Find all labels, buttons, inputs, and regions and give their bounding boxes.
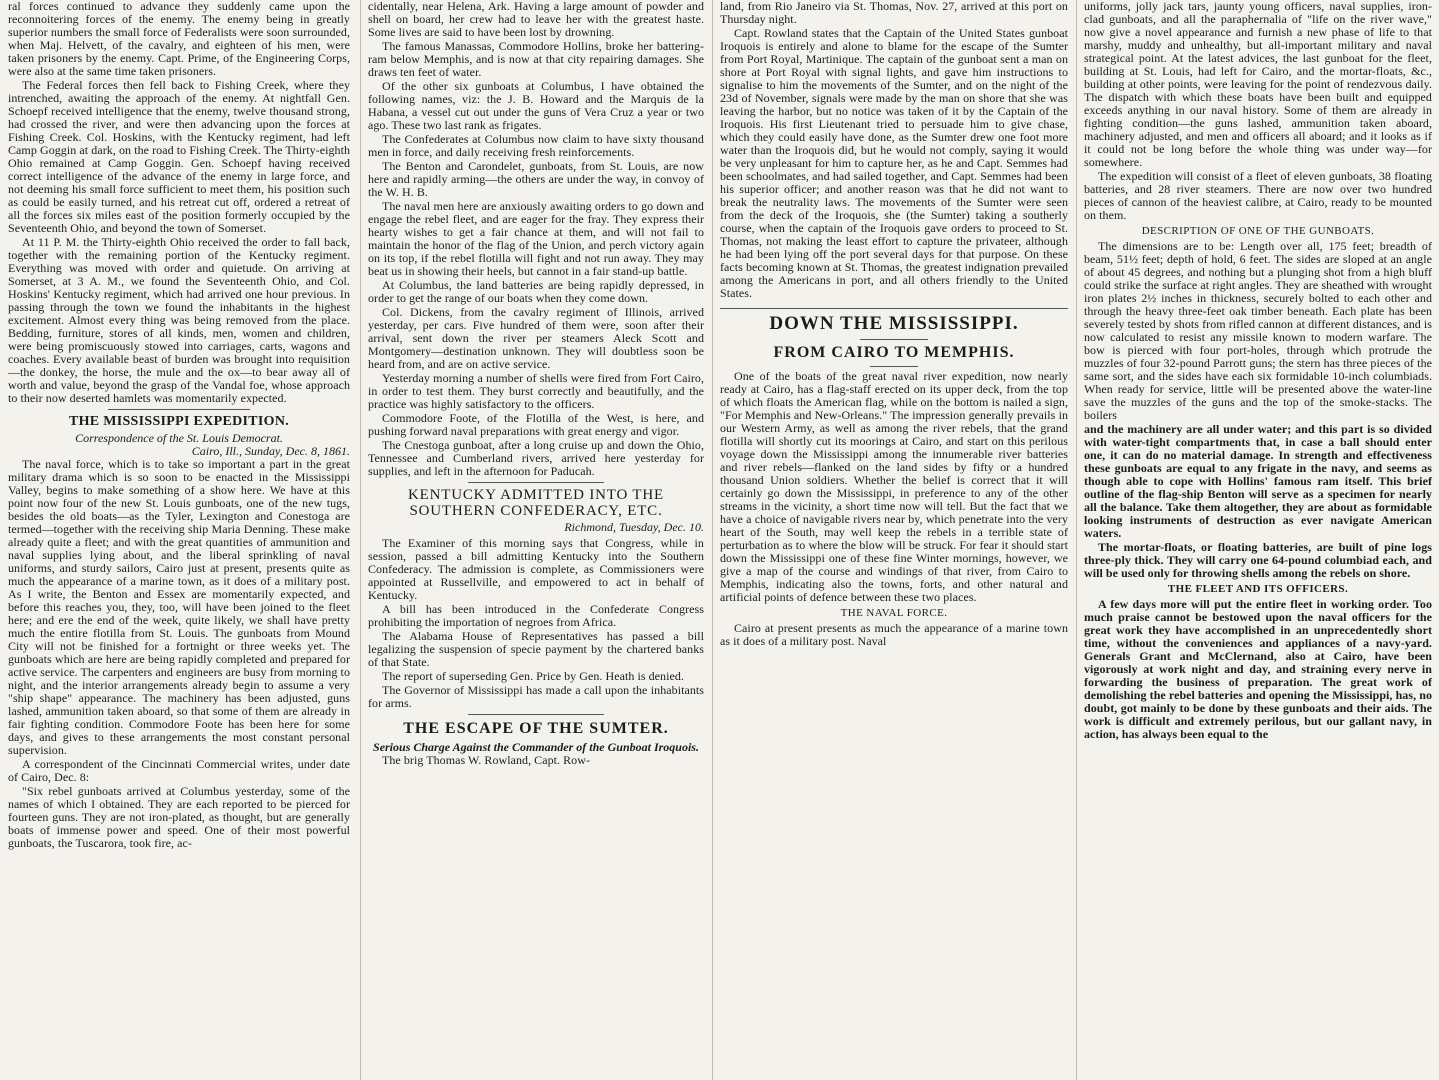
paragraph: "Six rebel gunboats arrived at Columbus yesterday, some of the names of which I obtained. They are each reported to be pierced for fourteen guns. They are not iron-plated, as thought, but are generally boats of immense power and speed. One of their most powerful gunboats, the Tuscarora, took fire, ac- [8,784,350,850]
col4-mid-paras [1084,240,1432,422]
paragraph: Cairo at present presents as much the appearance of a marine town as it does of a military post. Naval [720,621,1068,648]
paragraph: The Alabama House of Representatives has passed a bill legalizing the suspension of specie payment by the chartered banks of that State. [368,629,704,669]
paragraph: One of the boats of the great naval river expedition, now nearly ready at Cairo, has a flag-staff erected on its upper deck, from the top of which floats the American flag, while on the bottom is nailed a sign, "For Memphis and New-Orleans." The impression generally prevails in our Western Army, as well as among the river rebels, that the grand flotilla will shortly cut its moorings at Cairo, and start on this perilous voyage down the Mississippi among the innumerable river batteries and river rebels—flanked on the land sides by fifty or a hundred thousand Union soldiers. Whether the belief is correct that it will certainly go down the Mississippi, in preference to any of the other streams in the vicinity, a short time now will tell. But the fact that we have a choice of navigable rivers near by, which penetrate into the very heart of the South, may well keep the rebels in a terrible state of perturbation as to where the blow will be struck. For fear it should start down the Mississippi one of these fine Winter mornings, however, we give a map of the course and windings of that river, from Cairo to Memphis, indicating also the towns, forts, and other natural and artificial points of defence between these two places. [720,369,1068,604]
paragraph: A correspondent of the Cincinnati Commercial writes, under date of Cairo, Dec. 8: [8,757,350,784]
paragraph: A few days more will put the entire fleet in working order. Too much praise cannot be bestowed upon the naval officers for the great work they have accomplished in an unprecedentedly short time, without the conveniences and appliances of a navy-yard. Generals Grant and McClernand, also at Cairo, have been vigorously at work night and day, and straining every nerve in forwarding the business of preparation. The great work of demolishing the rebel batteries and opening the Mississippi, has, no doubt, got mainly to be done by these gunboats and their aids. The work is difficult and extremely perilous, but our gallant navy, in action, has always been equal to the [1084,597,1432,741]
paragraph: A bill has been introduced in the Confederate Congress prohibiting the importation of negroes from Africa. [368,602,704,629]
paragraph: Of the other six gunboats at Columbus, I have obtained the following names, viz: the J. B. Howard and the Marquis de la Habana, a vessel cut out under the guns of Vera Cruz a year or two ago. These two last rank as frigates. [368,79,704,132]
paragraph: The Examiner of this morning says that Congress, while in session, passed a bill admitting Kentucky into the Southern Confederacy. The admission is complete, as Commissioners were appointed at Russellville, and empowered to act in behalf of Kentucky. [368,536,704,602]
paragraph: ral forces continued to advance they suddenly came upon the reconnoitering forces of the enemy. The enemy being in greatly superior numbers the small force of Federalists were soon surrounded, when Maj. Helvett, of the cavalry, and eighteen of his men, were taken prisoners by the enemy. Capt. Prime, of the Engineering Corps, were also at the same time taken prisoners. [8,0,350,78]
column-4 [1080,0,1436,1080]
headline-down-mississippi: DOWN THE MISSISSIPPI. [769,313,1019,334]
paragraph: The naval force, which is to take so important a part in the great military drama which is so soon to be enacted in the Mississippi Valley, begins to make something of a show here. We have at this point now four of the new St. Louis gunboats, one of the new tugs, besides the old boats—as the Tyler, Lexington and Conestoga are termed—together with the receiving ship Maria Denning. These make already quite a fleet; and with the great quantities of ammunition and naval supplies lying about, and the liberal sprinkling of naval uniforms, and sturdy sailors, Cairo just at present, presents quite as much the appearance of a marine town, as it does of a military post. As I write, the Benton and Essex are momentarily expected, and before this reaches you, they, too, will have been joined to the fleet here; and ere the end of the week, quite likely, we shall have pretty much the entire flotilla from St. Louis. The gunboats from Mound City will not be finished for a fortnight or three weeks yet. The gunboats which are here are being rapidly completed and prepared for active service. The carpenters and engineers are busy from morning to night, and the interior arrangements already begin to assume a very "ship shape" appearance. The machinery has been adjusted, guns lashed, ammunition taken aboard, so that some of them are already in fair fighting condition. Commodore Foote has been here for some days, and gives to these arrangements the most constant personal supervision. [8,457,350,757]
paragraph: At 11 P. M. the Thirty-eighth Ohio received the order to fall back, together with the remaining portion of the Kentucky regiment. Everything was moved with order and quietude. On arriving at Somerset, at 3 A. M., we found the Seventeenth Ohio, and Col. Hoskins' Kentucky regiment, which had arrived one hour previous. In passing through the town we found the inhabitants in the highest excitement. Almost every thing was being removed from the place. Bedding, furniture, stores of all kinds, men, women and children, were being promiscuously stowed into carriages, carts, wagons and coaches. Every available beast of burden was brought into requisition—the donkey, the horse, the mule and the ox—to bear away all of worth and value, beyond the grasp of the Vandal foe, whose approach to their now deserted hamlets was momentarily expected. [8,235,350,405]
paragraph: The Benton and Carondelet, gunboats, from St. Louis, are now here and rapidly arming—the others are under the way, in convoy of the W. H. B. [368,159,704,199]
headline-mississippi-expedition: THE MISSISSIPPI EXPEDITION. [68,414,290,429]
paragraph: Capt. Rowland states that the Captain of the United States gunboat Iroquois is entirely and alone to blame for the escape of the Sumter from Port Royal, Martinique. The captain of the gunboat sent a man on shore at Port Royal with signal lights, and gave him instructions to signalise to him the movements of the Sumter, and on the night of the 23d of November, signals were made by the man on shore that she was leaving the harbor, but no notice was taken of it by the Captain of the Iroquois. His first Lieutenant tried to persuade him to give chase, which they could easily have done, as the Sumter drew one foot more water than the Iroquois did, but he would not comply, saying it would be very unpleasant for him to capture her, as he and Capt. Semmes had been schoolmates, and had sailed together, and Capt. Semmes had been his superior officer; and another reason was that he did not want to break the neutrality laws. The movements of the Sumter were seen from the deck of the Iroquois, she (the Sumter) taking a southerly course, when the captain of the Iroquois gave orders to proceed to St. Thomas, not making the least effort to capture the privateer, although he had been lying off the port several days for that purpose. On these facts becoming known at St. Thomas, the greatest indignation prevailed among the Americans in port, and all others friendly to the United States. [720,26,1068,300]
section-head-fleet-officers: THE FLEET AND ITS OFFICERS. [1167,583,1349,595]
col4-top-paras [1084,0,1432,222]
column-3 [716,0,1072,1080]
dateline: Cairo, Ill., Sunday, Dec. 8, 1861. [191,444,350,458]
paragraph: The Confederates at Columbus now claim to have sixty thousand men in force, and daily receiving fresh reinforcements. [368,132,704,159]
paragraph: The expedition will consist of a fleet of eleven gunboats, 38 floating batteries, and 28 river steamers. There are now over two hundred pieces of cannon of the heaviest calibre, at Cairo, ready to be mounted on them. [1084,169,1432,222]
col2-mid-paras [368,537,704,710]
section-head-description: DESCRIPTION OF ONE OF THE GUNBOATS. [1141,225,1375,237]
divider [860,339,928,340]
column-1 [4,0,354,1080]
paragraph: cidentally, near Helena, Ark. Having a large amount of powder and shell on board, her crew had to leave her with the greatest haste. Some lives are said to have been lost by drowning. [368,0,704,39]
headline-cairo-memphis: FROM CAIRO TO MEMPHIS. [773,344,1015,361]
col4-last-paras [1084,598,1432,741]
paragraph: Col. Dickens, from the cavalry regiment of Illinois, arrived yesterday, per cars. Five hundred of them were, soon after their arrival, sent down the river per steamers Aleck Scott and Montgomery—destination unknown. They will doubtless soon be heard from, and are on active service. [368,305,704,371]
col4-bottom-paras [1084,423,1432,580]
column-divider [1076,0,1077,1080]
paragraph: The Cnestoga gunboat, after a long cruise up and down the Ohio, Tennessee and Cumberland rivers, arrived here yesterday for supplies, and left in the afternoon for Paducah. [368,438,704,478]
col3-paras2 [720,370,1068,604]
paragraph: Commodore Foote, of the Flotilla of the West, is here, and pushing forward naval preparations with great energy and vigor. [368,411,704,438]
paragraph: At Columbus, the land batteries are being rapidly depressed, in order to get the range of our boats when they come down. [368,278,704,305]
divider [468,714,604,715]
paragraph: The brig Thomas W. Rowland, Capt. Row- [382,753,590,767]
divider [720,308,1068,309]
dateline: Richmond, Tuesday, Dec. 10. [564,520,704,534]
subheadline: Serious Charge Against the Commander of the Gunboat Iroquois. [373,740,699,754]
paragraph: uniforms, jolly jack tars, jaunty young officers, naval supplies, iron-clad gunboats, and all the paraphernalia of "life on the river wave," now give a novel appearance and furnish a new phase of life to that marshy, muddy and unhealthy, but all-important military and naval strategical point. At the latest advices, the last gunboat for the fleet, building at St. Louis, had left for Cairo, and the mortar-floats, &c., building at other points, were leaving for the point of rendezvous daily. The dispatch with which these boats have been built and equipped exceeds anything in our naval history. Some of them are already in fighting condition—the guns lashed, ammunition taken aboard, machinery adjusted, and men and officers all aboard; and it looks as if it could not be long before the whole thing was under way—for somewhere. [1084,0,1432,169]
paragraph: The Federal forces then fell back to Fishing Creek, where they intrenched, awaiting the approach of the enemy. At nightfall Gen. Schoepf received intelligence that the enemy, twelve thousand strong, had crossed the river, and were then advancing upon the forces at Fishing Creek. Col. Hoskins, with the Kentucky regiment, had left Camp Goggin at dark, on the road to Fishing Creek. The Thirty-eighth Ohio remained at Camp Goggin. Gen. Schoepf having received correct intelligence of the advance of the enemy in large force, and not deeming his small force sufficient to meet them, his position such as could be easily turned, and his retreat cut off, ordered a retreat of all the forces six miles east of the position formerly occupied by the Seventeenth Ohio, and beyond the town of Somerset. [8,78,350,235]
headline-escape-sumter: THE ESCAPE OF THE SUMTER. [403,720,669,737]
col3-paras [720,27,1068,300]
section-head-naval-force: THE NAVAL FORCE. [840,607,948,619]
paragraph: The dimensions are to be: Length over all, 175 feet; breadth of beam, 51½ feet; depth of hold, 6 feet. The sides are sloped at an angle of about 45 degrees, and nothing but a plunging shot from a high bluff could strike the surface at right angles. They are sheathed with wrought iron plates 2½ inches in thickness, securely bolted to each other and through the heavy three-feet oak timber beneath. Each plate has been severely tested by shots from rifled cannon at different distances, and is now calculated to resist any missile known to modern warfare. The bow is pierced with four port-holes, through which protrude the muzzles of four 32-pound Parrott guns; the stern has three pieces of the same sort, and the sides have each six formidable 10-inch columbiads. When ready for service, little will be presented above the water-line save the muzzles of the guns and the top of the smoke-stacks. The boilers [1084,239,1432,422]
col1-top-paras [8,0,350,405]
paragraph: The famous Manassas, Commodore Hollins, broke her battering-ram below Memphis, and is now at that city repairing damages. She draws ten feet of water. [368,39,704,79]
column-divider [360,0,361,1080]
paragraph: The mortar-floats, or floating batteries, are built of pine logs three-ply thick. They will carry one 64-pound columbiad each, and will be used only for throwing shells among the rebels on shore. [1084,540,1432,580]
paragraph: land, from Rio Janeiro via St. Thomas, Nov. 27, arrived at this port on Thursday night. [720,0,1068,26]
subheadline: Correspondence of the St. Louis Democrat. [75,431,283,445]
paragraph: Yesterday morning a number of shells were fired from Fort Cairo, in order to test them. They burst correctly and beautifully, and the practice was highly satisfactory to the officers. [368,371,704,411]
paragraph: The Governor of Mississippi has made a call upon the inhabitants for arms. [368,683,704,710]
paragraph: The report of superseding Gen. Price by Gen. Heath is denied. [382,669,684,683]
column-divider [712,0,713,1080]
col1-bottom-paras [8,458,350,850]
divider [108,409,250,410]
col2-top-paras [368,0,704,478]
divider [870,366,918,367]
headline-kentucky: KENTUCKY ADMITTED INTO THE SOUTHERN CONFEDERACY, ETC. [408,487,664,519]
paragraph: and the machinery are all under water; and this part is so divided with water-tight compartments that, in case a ball should enter one, it can do no material damage. In strength and effectiveness these gunboats are equal to any frigate in the navy, and seems as though able to cope with Hollins' famous ram itself. This brief outline of the flag-ship Benton will serve as a specimen for nearly all the balance. Take them altogether, they are about as formidable looking instruments of destruction as ever navigate American waters. [1084,422,1432,540]
paragraph: The naval men here are anxiously awaiting orders to go down and engage the rebel fleet, and are eager for the fray. They express their hearty wishes to get a fair chance at them, and will not fail to maintain the honor of the flag of the Union, and perch victory again on its top, if the rebel flotilla will fight and not run away. They may beat us in showing their heels, but cannot in a fair stand-up battle. [368,199,704,278]
divider [468,482,604,483]
column-2 [364,0,708,1080]
